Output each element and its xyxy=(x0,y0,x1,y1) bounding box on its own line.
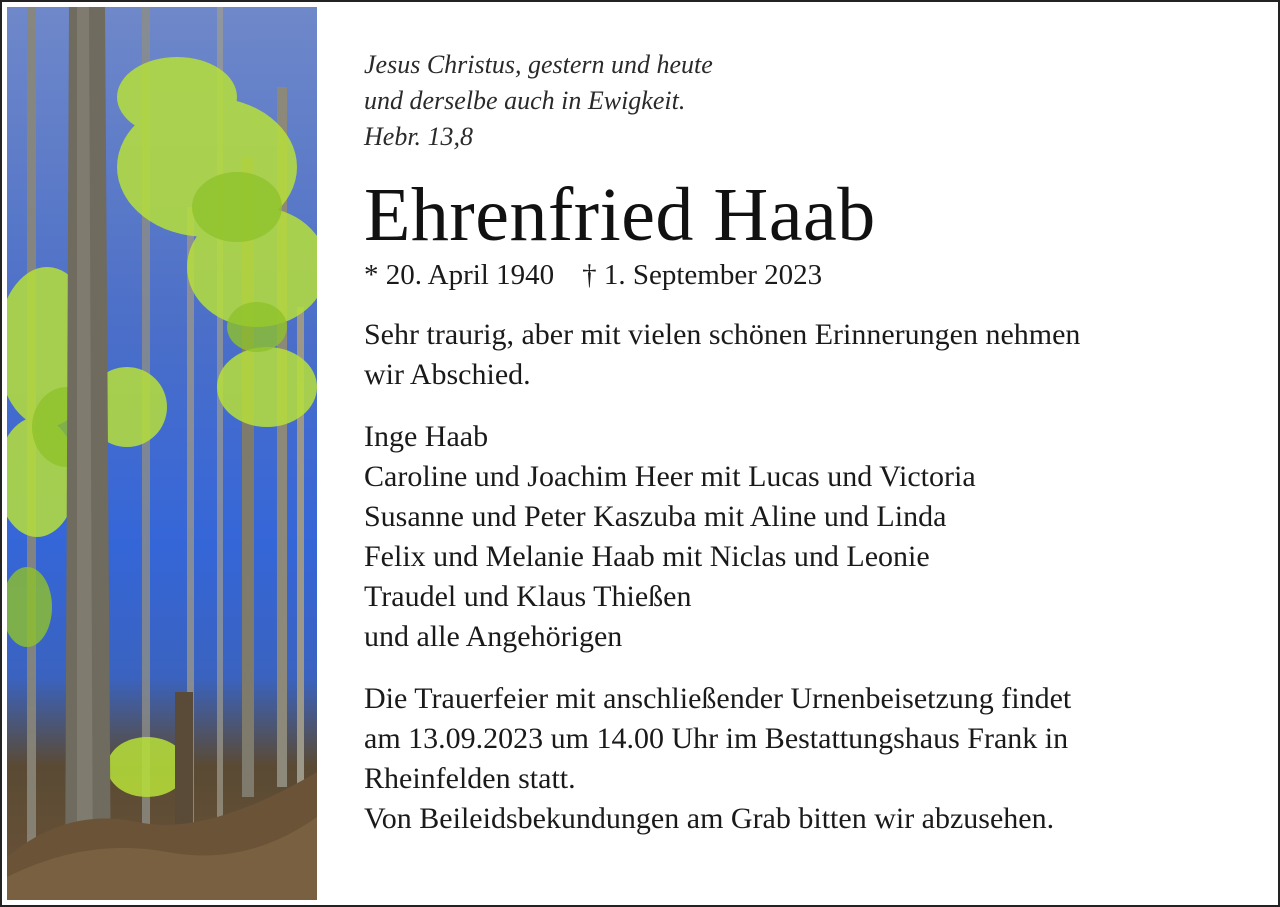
forest-photo xyxy=(7,7,317,900)
message-line: wir Abschied. xyxy=(364,358,531,391)
verse-reference: Hebr. 13,8 xyxy=(364,122,474,151)
mourner-entry: Susanne und Peter Kaszuba mit Aline und Linda xyxy=(364,500,947,533)
message-line: Sehr traurig, aber mit vielen schönen Erinnerungen nehmen xyxy=(364,318,1081,351)
verse-line: und derselbe auch in Ewigkeit. xyxy=(364,86,686,115)
details-line: Rheinfelden statt. xyxy=(364,762,576,795)
condolence-note: Von Beileidsbekundungen am Grab bitten wir abzusehen. xyxy=(364,802,1055,835)
mourner-entry: Caroline und Joachim Heer mit Lucas und Victoria xyxy=(364,460,976,493)
death-date: † 1. September 2023 xyxy=(582,259,823,291)
mourner-entry: Inge Haab xyxy=(364,420,489,453)
mourner-entry: Traudel und Klaus Thießen xyxy=(364,580,692,613)
mourners-list xyxy=(364,417,1254,657)
funeral-details xyxy=(364,679,1254,839)
details-line: am 13.09.2023 um 14.00 Uhr im Bestattungshaus Frank in xyxy=(364,722,1069,755)
birth-date: * 20. April 1940 xyxy=(364,259,555,291)
details-line: Die Trauerfeier mit anschließender Urnenbeisetzung findet xyxy=(364,682,1072,715)
obituary-text xyxy=(364,47,1254,839)
deceased-name: Ehrenfried Haab xyxy=(364,173,876,257)
farewell-message xyxy=(364,315,1254,395)
verse-line: Jesus Christus, gestern und heute xyxy=(364,50,713,79)
forest-illustration xyxy=(7,7,317,900)
mourner-entry: und alle Angehörigen xyxy=(364,620,623,653)
life-dates xyxy=(364,257,1254,293)
bible-verse xyxy=(364,47,1254,155)
mourner-entry: Felix und Melanie Haab mit Niclas und Leonie xyxy=(364,540,930,573)
